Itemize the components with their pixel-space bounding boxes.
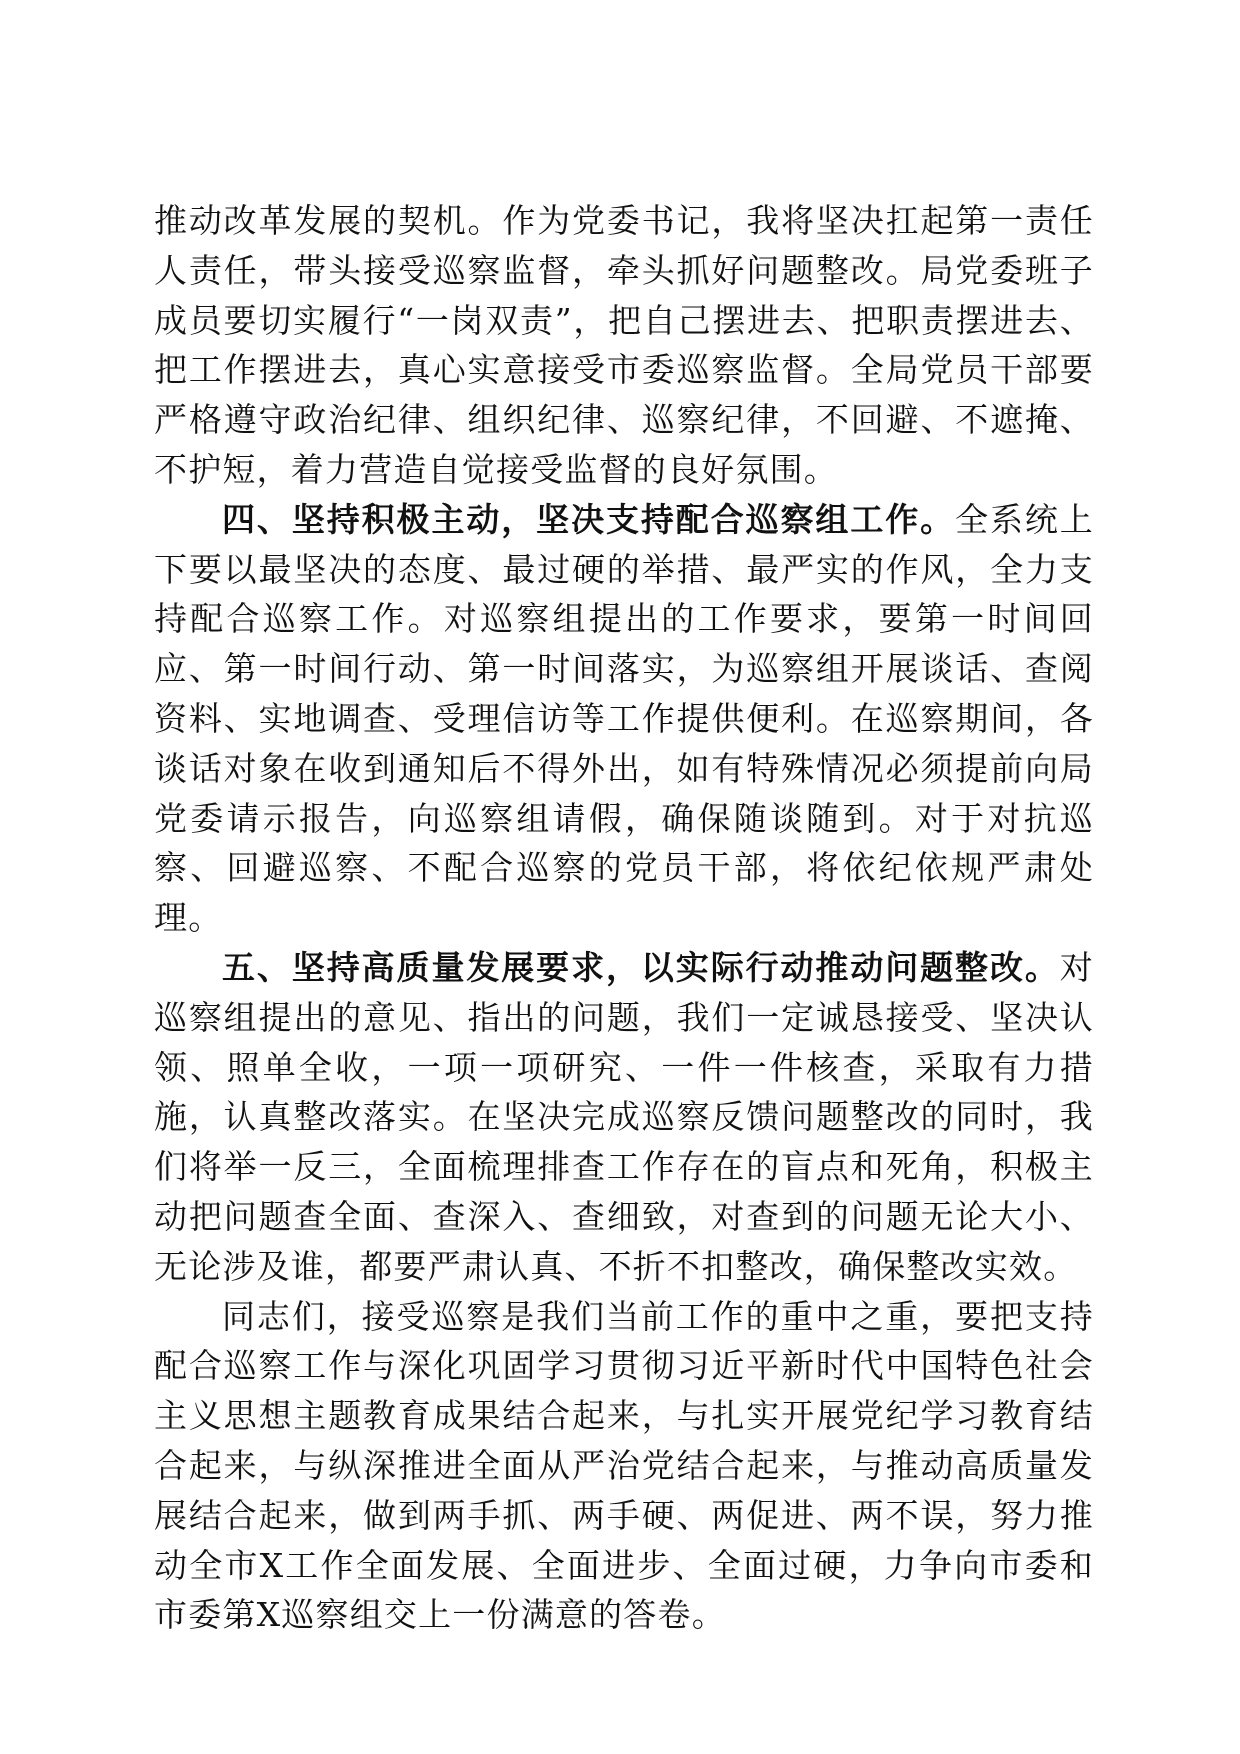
section-5-heading: 五、坚持高质量发展要求，以实际行动推动问题整改。 <box>222 947 1060 987</box>
section-4-heading: 四、坚持积极主动，坚决支持配合巡察组工作。 <box>222 499 956 539</box>
document-body <box>154 196 1094 1640</box>
paragraph-2-text: 全系统上下要以最坚决的态度、最过硬的举措、最严实的作风，全力支持配合巡察工作。对巡察组提出的工作要求，要第一时间回应、第一时间行动、第一时间落实，为巡察组开展谈话、查阅资料、实地调查、受理信访等工作提供便利。在巡察期间，各谈话对象在收到通知后不得外出，如有特殊情况必须提前向局党委请示报告，向巡察组请假，确保随谈随到。对于对抗巡察、回避巡察、不配合巡察的党员干部，将依纪依规严肃处理。 <box>154 499 1094 938</box>
paragraph-1-text: 推动改革发展的契机。作为党委书记，我将坚决扛起第一责任人责任，带头接受巡察监督，牵头抓好问题整改。局党委班子成员要切实履行“一岗双责”，把自己摆进去、把职责摆进去、把工作摆进去，真心实意接受市委巡察监督。全局党员干部要严格遵守政治纪律、组织纪律、巡察纪律，不回避、不遮掩、不护短，着力营造自觉接受监督的良好氛围。 <box>154 201 1094 489</box>
paragraph-4-text: 同志们，接受巡察是我们当前工作的重中之重，要把支持配合巡察工作与深化巩固学习贯彻习近平新时代中国特色社会主义思想主题教育成果结合起来，与扎实开展党纪学习教育结合起来，与纵深推进全面从严治党结合起来，与推动高质量发展结合起来，做到两手抓、两手硬、两促进、两不误，努力推动全市X工作全面发展、全面进步、全面过硬，力争向市委和市委第X巡察组交上一份满意的答卷。 <box>154 1296 1094 1635</box>
paragraph-1 <box>154 196 1094 495</box>
paragraph-3 <box>154 943 1094 1292</box>
paragraph-3-text: 对巡察组提出的意见、指出的问题，我们一定诚恳接受、坚决认领、照单全收，一项一项研究、一件一件核查，采取有力措施，认真整改落实。在坚决完成巡察反馈问题整改的同时，我们将举一反三，全面梳理排查工作存在的盲点和死角，积极主动把问题查全面、查深入、查细致，对查到的问题无论大小、无论涉及谁，都要严肃认真、不折不扣整改，确保整改实效。 <box>154 947 1094 1286</box>
paragraph-4 <box>154 1292 1094 1641</box>
paragraph-2 <box>154 495 1094 943</box>
